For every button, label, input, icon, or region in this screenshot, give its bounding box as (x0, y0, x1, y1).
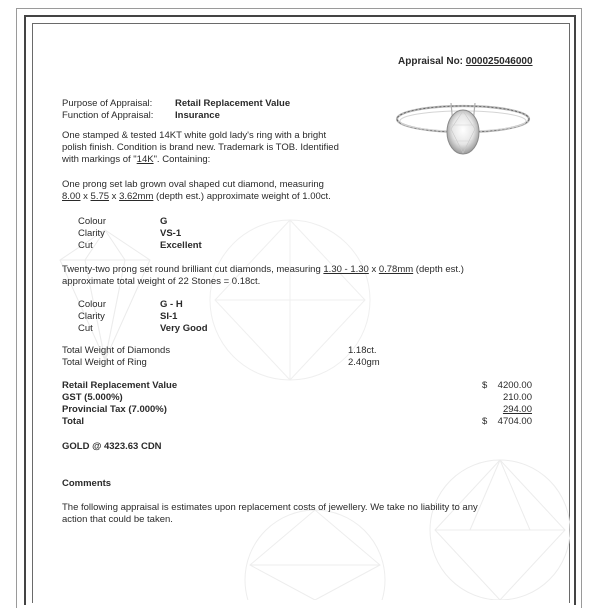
retail-value-currency: $ (482, 380, 488, 391)
side-stones-line-1: Twenty-two prong set round brilliant cut diamonds, measuring 1.30 - 1.30 x 0.78mm (depth est.) (62, 264, 464, 275)
center-stone-clarity-value: VS-1 (160, 228, 182, 239)
center-stone-cut-label: Cut (78, 240, 93, 251)
total-amount: 4704.00 (497, 416, 532, 427)
side-stones-colour-value: G - H (160, 299, 183, 310)
side-stones-cut-label: Cut (78, 323, 93, 334)
appraisal-number (398, 56, 533, 67)
provincial-tax-label: Provincial Tax (7.000%) (62, 404, 167, 415)
appraisal-number-value: 000025046000 (465, 56, 533, 67)
center-stone-colour-label: Colour (78, 216, 106, 227)
gold-price: GOLD @ 4323.63 CDN (62, 441, 162, 452)
side-stones-cut-value: Very Good (160, 323, 208, 334)
function-value: Insurance (175, 110, 220, 121)
ring-description-line-3: with markings of "14K". Containing: (62, 154, 211, 165)
comments-heading: Comments (62, 478, 112, 489)
center-stone-line-2: 8.00 x 5.75 x 3.62mm (depth est.) approximate weight of 1.00ct. (62, 191, 331, 202)
side-stones-clarity-label: Clarity (78, 311, 105, 322)
center-stone-line-1: One prong set lab grown oval shaped cut diamond, measuring (62, 179, 324, 190)
center-stone-cut-value: Excellent (160, 240, 202, 251)
side-stones-colour-label: Colour (78, 299, 106, 310)
ring-marking: 14K (136, 154, 154, 165)
total-weight-diamonds-value: 1.18ct. (348, 345, 377, 356)
total-weight-ring-value: 2.40gm (348, 357, 380, 368)
center-stone-clarity-label: Clarity (78, 228, 105, 239)
gst-amount: 210.00 (502, 392, 532, 403)
ring-description-line-1: One stamped & tested 14KT white gold lady's ring with a bright (62, 130, 327, 141)
total-weight-diamonds-label: Total Weight of Diamonds (62, 345, 171, 356)
side-stones-clarity-value: SI-1 (160, 311, 178, 322)
total-weight-ring-label: Total Weight of Ring (62, 357, 147, 368)
purpose-label: Purpose of Appraisal: (62, 98, 153, 109)
center-stone-colour-value: G (160, 216, 168, 227)
total-currency: $ (482, 416, 488, 427)
comments-line-2: action that could be taken. (62, 514, 173, 525)
retail-value-amount: 4200.00 (497, 380, 532, 391)
gst-label: GST (5.000%) (62, 392, 123, 403)
retail-value-label: Retail Replacement Value (62, 380, 178, 391)
total-label: Total (62, 416, 84, 427)
ring-description-line-2: polish finish. Condition is brand new. Trademark is TOB. Identified (62, 142, 339, 153)
appraisal-number-label: Appraisal No: (398, 56, 464, 67)
side-stones-line-2: approximate total weight of 22 Stones = 0.18ct. (62, 276, 261, 287)
function-label: Function of Appraisal: (62, 110, 154, 121)
provincial-tax-amount: 294.00 (502, 404, 532, 415)
ring-photo (393, 95, 533, 165)
purpose-value: Retail Replacement Value (175, 98, 291, 109)
comments-line-1: The following appraisal is estimates upon replacement costs of jewellery. We take no liability to any (62, 502, 478, 513)
